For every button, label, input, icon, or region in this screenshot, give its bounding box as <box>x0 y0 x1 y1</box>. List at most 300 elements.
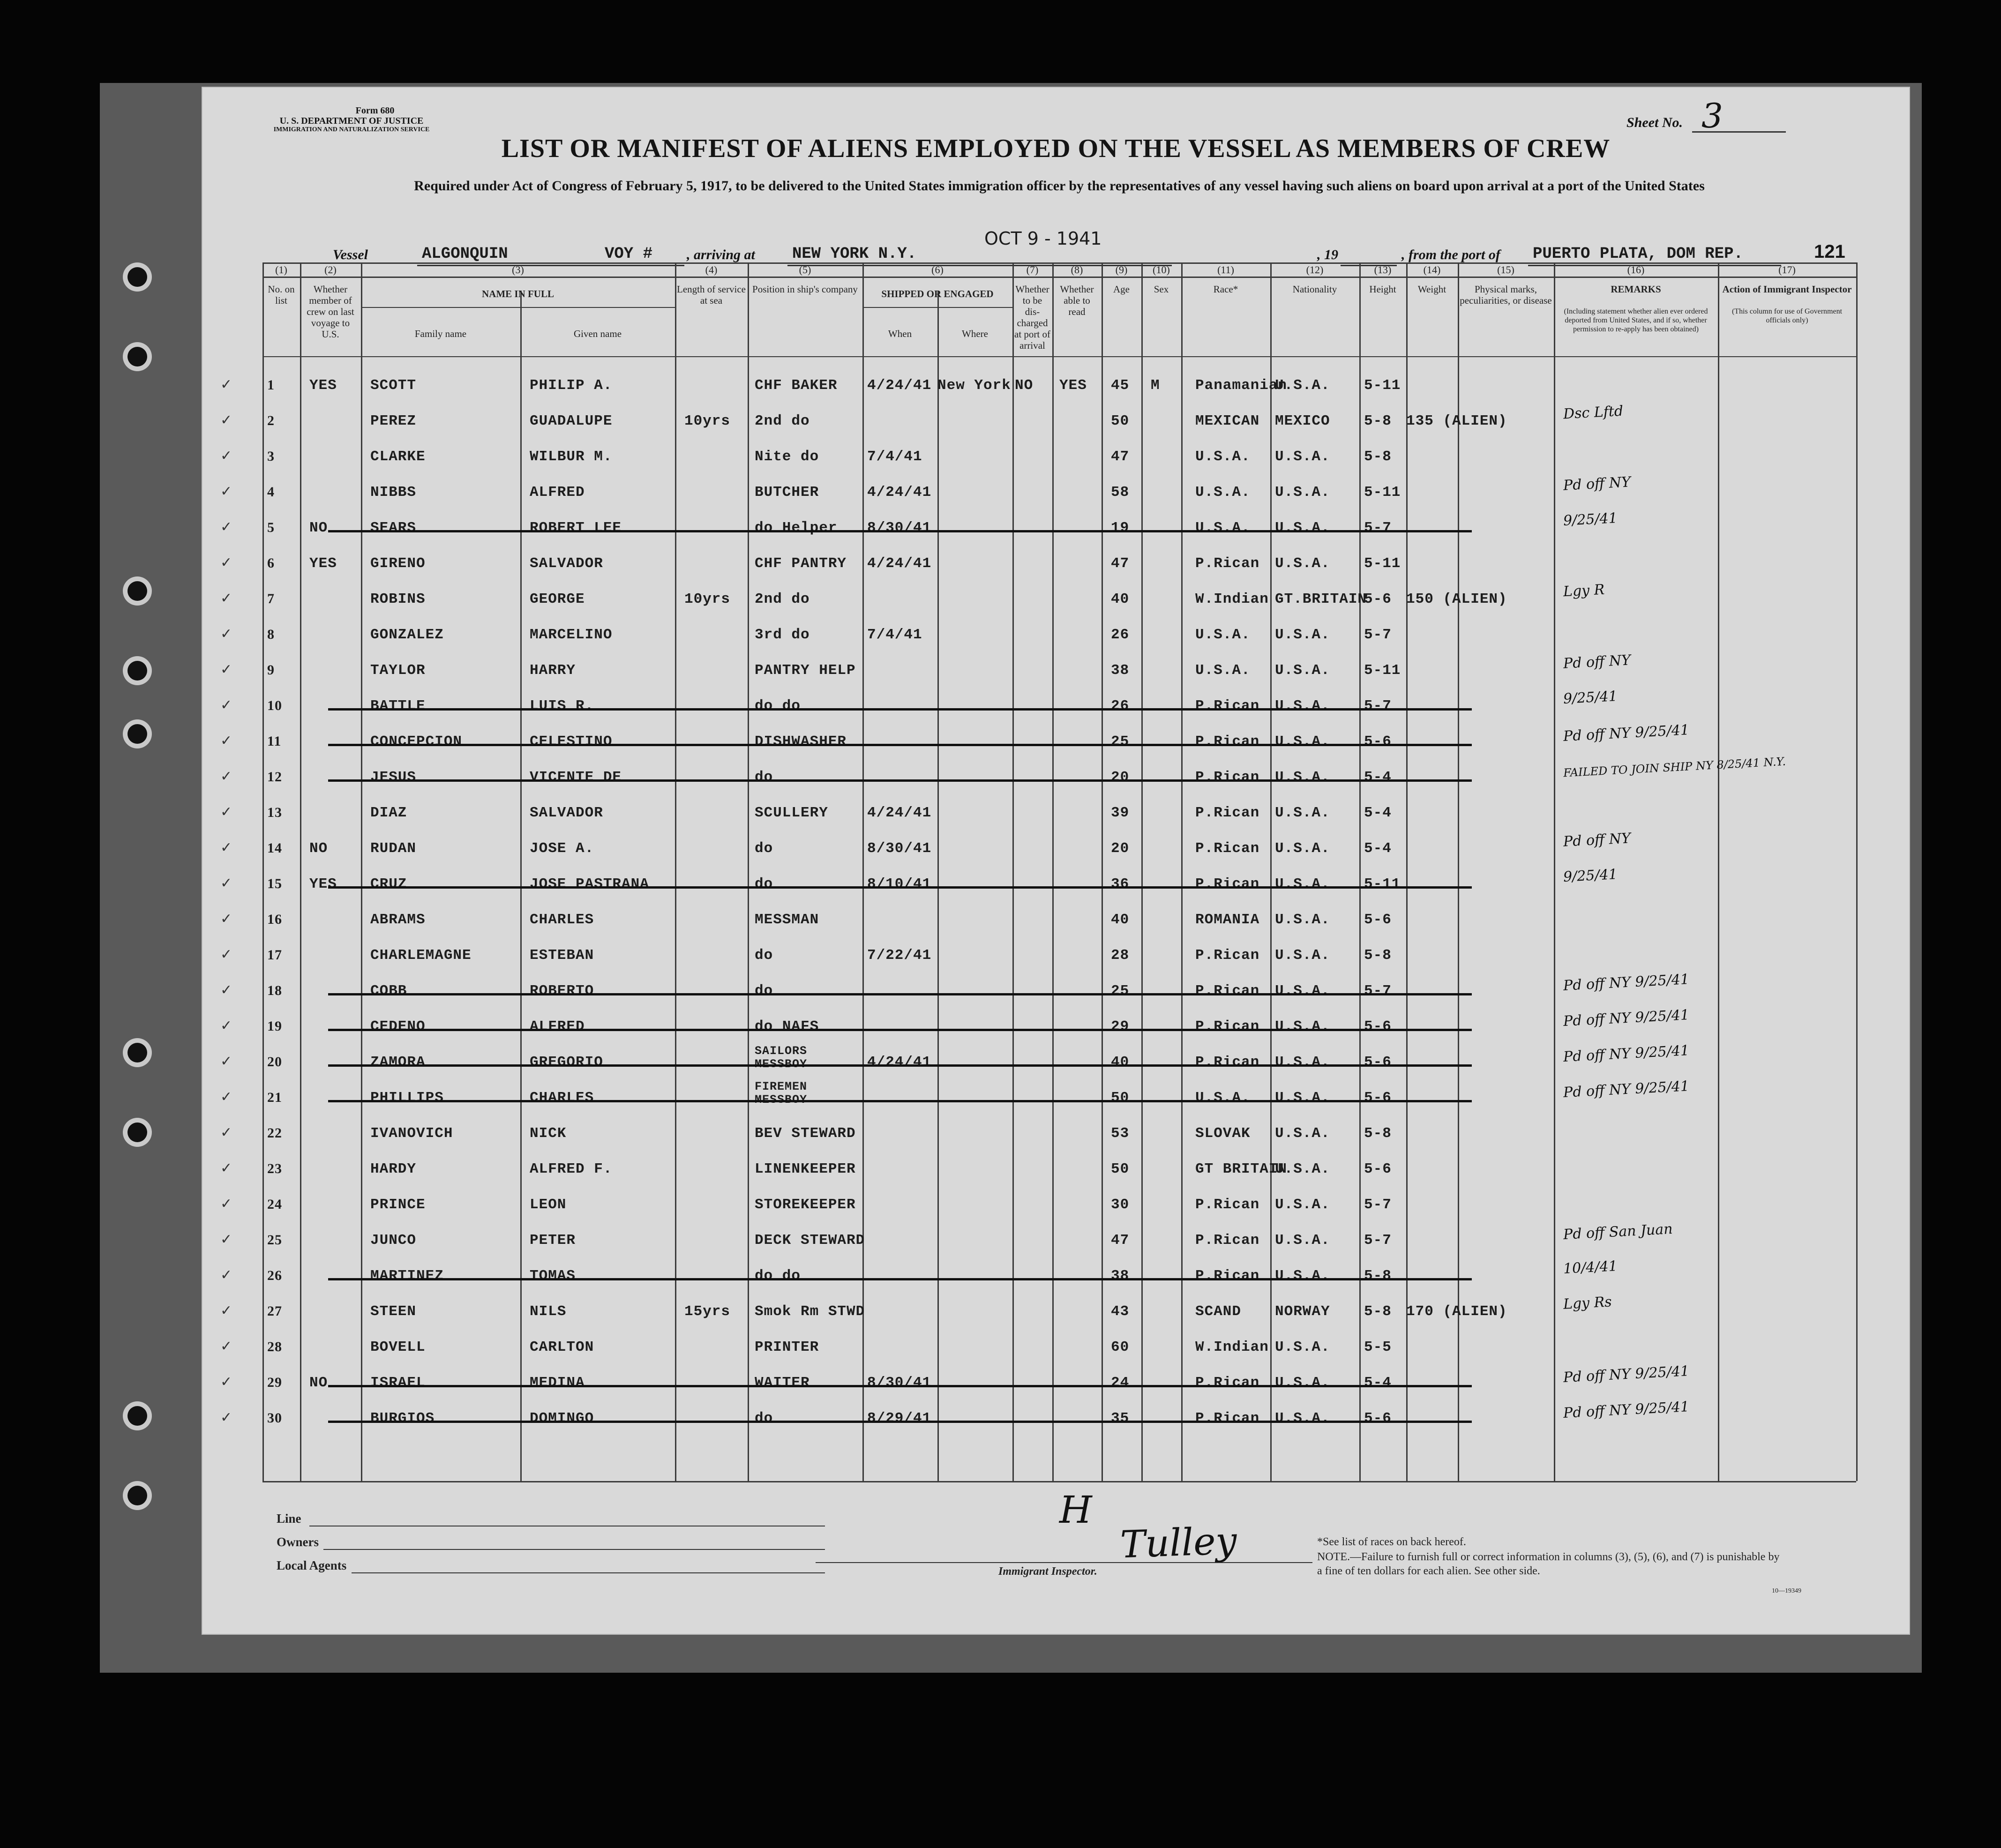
race: P.Rican <box>1195 555 1260 572</box>
position: DECK STEWARD <box>755 1232 865 1249</box>
family-name: PRINCE <box>370 1197 426 1213</box>
check-mark: ✓ <box>220 875 232 891</box>
column-header: Weight <box>1417 284 1446 295</box>
nationality: U.S.A. <box>1275 377 1330 394</box>
nationality: U.S.A. <box>1275 555 1330 572</box>
table-row <box>220 1116 1856 1152</box>
column-header: No. on list <box>268 284 295 306</box>
given-name: TOMAS <box>530 1268 576 1284</box>
remark: FAILED TO JOIN SHIP NY 8/25/41 N.Y. <box>1563 755 1786 780</box>
family-name: STEEN <box>370 1303 417 1320</box>
column-number: (11) <box>1217 264 1234 276</box>
column-header: Position in ship's company <box>752 284 858 295</box>
line-number: 5 <box>267 520 275 535</box>
table-row <box>220 1006 1856 1045</box>
sheet-number-underline <box>1692 131 1786 133</box>
owners-label: Owners <box>277 1535 319 1549</box>
crew-table <box>220 262 1856 1481</box>
position: Nite do <box>755 449 819 465</box>
given-name: JOSE PASTRANA <box>530 876 649 892</box>
age: 40 <box>1111 912 1130 928</box>
vessel-label: Vessel <box>333 247 368 262</box>
nationality: U.S.A. <box>1275 1197 1330 1213</box>
given-name: ALFRED <box>530 1018 585 1035</box>
race: P.Rican <box>1195 1197 1260 1213</box>
nationality: U.S.A. <box>1275 520 1330 536</box>
line-number: 30 <box>267 1410 282 1426</box>
check-mark: ✓ <box>220 555 232 570</box>
position: SCULLERY <box>755 805 828 821</box>
given-name: WILBUR M. <box>530 449 613 465</box>
department-name: U. S. DEPARTMENT OF JUSTICE <box>279 116 424 126</box>
line-number: 16 <box>267 912 282 927</box>
column-header: Whether member of crew on last voyage to U.S. <box>307 284 354 340</box>
inspector-initial: H <box>1059 1488 1092 1532</box>
family-name: BURGIOS <box>370 1410 435 1427</box>
punch-hole <box>127 724 147 744</box>
position: do NAFS <box>755 1018 819 1035</box>
position: do Helper <box>755 520 838 536</box>
height: 5-8 <box>1364 1268 1392 1284</box>
height: 5-4 <box>1364 840 1392 857</box>
given-name: GEORGE <box>530 591 585 607</box>
race: ROMANIA <box>1195 912 1260 928</box>
height: 5-6 <box>1364 1054 1392 1070</box>
position: DISHWASHER <box>755 733 847 750</box>
family-name: CRUZ <box>370 876 407 892</box>
position: do <box>755 947 773 964</box>
check-mark: ✓ <box>220 484 232 499</box>
height: 5-11 <box>1364 555 1401 572</box>
strike-through-line <box>328 708 1472 711</box>
table-row <box>220 795 1856 831</box>
line-label: Line <box>277 1511 301 1526</box>
position: Smok Rm STWD <box>755 1303 865 1320</box>
age: 47 <box>1111 555 1130 572</box>
nationality: U.S.A. <box>1275 876 1330 892</box>
family-name: CLARKE <box>370 449 426 465</box>
column-header: Whether to be dis-charged at port of arrival <box>1014 284 1050 351</box>
nationality: U.S.A. <box>1275 1268 1330 1284</box>
family-name: TAYLOR <box>370 662 426 679</box>
height: 5-7 <box>1364 1232 1392 1249</box>
nationality: U.S.A. <box>1275 947 1330 964</box>
race: W.Indian <box>1195 591 1269 607</box>
last-voyage: YES <box>309 876 337 892</box>
table-row <box>220 938 1856 973</box>
age: 47 <box>1111 449 1130 465</box>
check-mark: ✓ <box>220 1054 232 1069</box>
table-row <box>220 1077 1856 1116</box>
column-header: Physical marks, peculiarities, or disease <box>1460 284 1552 306</box>
age: 19 <box>1111 520 1130 536</box>
age: 39 <box>1111 805 1130 821</box>
nationality: U.S.A. <box>1275 805 1330 821</box>
check-mark: ✓ <box>220 591 232 606</box>
height: 5-7 <box>1364 627 1392 643</box>
given-name: PETER <box>530 1232 576 1249</box>
table-row <box>220 1220 1856 1258</box>
family-name: PHILLIPS <box>370 1090 444 1106</box>
nationality: U.S.A. <box>1275 1410 1330 1427</box>
nationality: U.S.A. <box>1275 1339 1330 1355</box>
check-mark: ✓ <box>220 1232 232 1247</box>
check-mark: ✓ <box>220 1267 232 1283</box>
strike-through-line <box>328 1385 1472 1387</box>
line-number: 27 <box>267 1303 282 1319</box>
age: 40 <box>1111 591 1130 607</box>
last-voyage: NO <box>309 520 328 536</box>
column-number: (10) <box>1153 264 1170 276</box>
race: P.Rican <box>1195 1268 1260 1284</box>
table-row <box>220 866 1856 902</box>
race: P.Rican <box>1195 876 1260 892</box>
family-name: SCOTT <box>370 377 417 394</box>
line-number: 19 <box>267 1018 282 1034</box>
given-name: DOMINGO <box>530 1410 594 1427</box>
table-row <box>220 688 1856 724</box>
column-subheader: Family name <box>414 328 467 339</box>
age: 30 <box>1111 1197 1130 1213</box>
shipped-when: 7/4/41 <box>867 449 922 465</box>
family-name: GIRENO <box>370 555 426 572</box>
height: 5-6 <box>1364 1161 1392 1177</box>
strike-through-line <box>328 1278 1472 1280</box>
given-name: ALFRED F. <box>530 1161 613 1177</box>
column-subheader: Given name <box>573 328 622 339</box>
column-header: Age <box>1113 284 1130 295</box>
given-name: JOSE A. <box>530 840 594 857</box>
nationality: U.S.A. <box>1275 1161 1330 1177</box>
year-label: , 19 <box>1317 247 1338 262</box>
shipped-when: 4/24/41 <box>867 805 932 821</box>
age: 50 <box>1111 1161 1130 1177</box>
check-mark: ✓ <box>220 840 232 855</box>
family-name: SEARS <box>370 520 417 536</box>
table-row <box>220 1257 1856 1294</box>
race: P.Rican <box>1195 1375 1260 1391</box>
remark: Pd off NY 9/25/41 <box>1563 971 1690 995</box>
line-number: 6 <box>267 555 275 571</box>
nationality: U.S.A. <box>1275 912 1330 928</box>
table-row <box>220 652 1856 688</box>
family-name: PEREZ <box>370 413 417 429</box>
table-row <box>220 474 1856 510</box>
discharged: NO <box>1015 377 1034 394</box>
remark: Lgy Rs <box>1563 1294 1612 1313</box>
age: 60 <box>1111 1339 1130 1355</box>
voyage-number: VOY # <box>605 245 653 263</box>
race: SCAND <box>1195 1303 1242 1320</box>
given-name: MARCELINO <box>530 627 613 643</box>
age: 47 <box>1111 1232 1130 1249</box>
check-mark: ✓ <box>220 1339 232 1354</box>
table-row <box>220 1152 1856 1187</box>
age: 20 <box>1111 769 1130 786</box>
family-name: IVANOVICH <box>370 1125 453 1142</box>
remark: Pd off NY 9/25/41 <box>1563 721 1690 745</box>
age: 38 <box>1111 1268 1130 1284</box>
nationality: U.S.A. <box>1275 1125 1330 1142</box>
line-number: 9 <box>267 662 275 678</box>
remark: Pd off NY <box>1563 474 1631 494</box>
shipped-when: 4/24/41 <box>867 555 932 572</box>
family-name: NIBBS <box>370 484 417 501</box>
able-to-read: YES <box>1059 377 1087 394</box>
position: do do <box>755 1268 801 1284</box>
race: P.Rican <box>1195 840 1260 857</box>
table-row <box>220 403 1856 439</box>
line-number: 7 <box>267 591 275 606</box>
race: P.Rican <box>1195 1054 1260 1070</box>
column-header: Nationality <box>1292 284 1337 295</box>
height: 5-4 <box>1364 769 1392 786</box>
line-number: 2 <box>267 413 275 428</box>
given-name: SALVADOR <box>530 555 603 572</box>
race: U.S.A. <box>1195 520 1251 536</box>
race: P.Rican <box>1195 769 1260 786</box>
race: P.Rican <box>1195 1018 1260 1035</box>
family-name: JESUS <box>370 769 417 786</box>
check-mark: ✓ <box>220 982 232 998</box>
age: 50 <box>1111 413 1130 429</box>
table-row <box>220 509 1856 546</box>
family-name: HARDY <box>370 1161 417 1177</box>
remark: Pd off NY <box>1563 830 1631 850</box>
given-name: LEON <box>530 1197 567 1213</box>
height: 5-8 <box>1364 947 1392 964</box>
check-mark: ✓ <box>220 626 232 642</box>
position: BEV STEWARD <box>755 1125 856 1142</box>
column-number: (8) <box>1071 264 1083 276</box>
column-subheader: When <box>888 328 912 339</box>
remark: Pd off NY 9/25/41 <box>1563 1077 1690 1101</box>
age: 50 <box>1111 1090 1130 1106</box>
age: 35 <box>1111 1410 1130 1427</box>
column-number: (14) <box>1423 264 1441 276</box>
age: 36 <box>1111 876 1130 892</box>
shipped-when: 8/29/41 <box>867 1410 932 1427</box>
given-name: GUADALUPE <box>530 413 613 429</box>
family-name: ISRAEL <box>370 1375 426 1391</box>
remark: Dsc Lftd <box>1563 403 1624 423</box>
manifest-subtitle: Required under Act of Congress of February 5, 1917, to be delivered to the United States immigration officer by the representatives of any vessel having such aliens on board upon arrival at a port of the United States <box>414 178 1705 194</box>
sex: M <box>1151 377 1160 394</box>
height: 5-11 <box>1364 876 1401 892</box>
nationality: NORWAY <box>1275 1303 1330 1320</box>
family-name: DIAZ <box>370 805 407 821</box>
nationality: U.S.A. <box>1275 1090 1330 1106</box>
race: P.Rican <box>1195 698 1260 714</box>
position: CHF BAKER <box>755 377 838 394</box>
given-name: MEDINA <box>530 1375 585 1391</box>
family-name: CEDENO <box>370 1018 426 1035</box>
given-name: ROBERTO <box>530 983 594 999</box>
line-number: 17 <box>267 947 282 963</box>
given-name: NICK <box>530 1125 567 1142</box>
manifest-title: LIST OR MANIFEST OF ALIENS EMPLOYED ON THE VESSEL AS MEMBERS OF CREW <box>501 134 1611 163</box>
check-mark: ✓ <box>220 412 232 428</box>
given-name: CHARLES <box>530 912 594 928</box>
strike-through-line <box>328 1100 1472 1102</box>
weight: 135 (ALIEN) <box>1406 413 1507 429</box>
column-header: NAME IN FULL <box>481 288 554 299</box>
remark: Pd off NY 9/25/41 <box>1563 1042 1690 1066</box>
column-header: SHIPPED OR ENGAGED <box>881 288 994 299</box>
position: do <box>755 840 773 857</box>
race: U.S.A. <box>1195 449 1251 465</box>
given-name: ROBERT LEE <box>530 520 622 536</box>
line-number: 26 <box>267 1268 282 1283</box>
height: 5-8 <box>1364 413 1392 429</box>
strike-through-line <box>328 886 1472 889</box>
form-number: Form 680 <box>355 105 395 116</box>
local-agents-label: Local Agents <box>277 1558 347 1572</box>
position: STOREKEEPER <box>755 1197 856 1213</box>
shipped-when: 7/22/41 <box>867 947 932 964</box>
length-of-service: 10yrs <box>684 413 731 429</box>
table-row <box>220 439 1856 475</box>
check-mark: ✓ <box>220 947 232 962</box>
shipped-when: 8/30/41 <box>867 1375 932 1391</box>
column-number: (5) <box>799 264 811 276</box>
length-of-service: 15yrs <box>684 1303 731 1320</box>
nationality: U.S.A. <box>1275 1232 1330 1249</box>
line-number: 15 <box>267 876 282 891</box>
height: 5-6 <box>1364 733 1392 750</box>
family-name: CONCEPCION <box>370 733 463 750</box>
punch-hole <box>127 1122 147 1142</box>
printing-code: 10—19349 <box>1772 1587 1801 1594</box>
column-number: (2) <box>324 264 337 276</box>
strike-through-line <box>328 779 1472 782</box>
shipped-where: New York <box>937 377 1011 394</box>
check-mark: ✓ <box>220 519 232 535</box>
punch-hole <box>127 661 147 681</box>
check-mark: ✓ <box>220 1018 232 1033</box>
remark: Lgy R <box>1563 581 1605 600</box>
age: 25 <box>1111 983 1130 999</box>
race: GT BRITAIN <box>1195 1161 1288 1177</box>
punch-hole <box>127 347 147 367</box>
strike-through-line <box>328 1029 1472 1031</box>
table-row <box>220 1042 1856 1080</box>
nationality: U.S.A. <box>1275 733 1330 750</box>
from-port: PUERTO PLATA, DOM REP. <box>1533 245 1743 263</box>
date-stamp: OCT 9 - 1941 <box>984 228 1102 249</box>
nationality: GT.BRITAIN <box>1275 591 1367 607</box>
strike-through-line <box>328 1064 1472 1067</box>
table-row <box>220 1294 1856 1330</box>
remark: 9/25/41 <box>1563 688 1618 708</box>
age: 38 <box>1111 662 1130 679</box>
remark: 9/25/41 <box>1563 509 1618 530</box>
strike-through-line <box>328 1421 1472 1423</box>
shipped-when: 4/24/41 <box>867 377 932 394</box>
race: U.S.A. <box>1195 484 1251 501</box>
given-name: HARRY <box>530 662 576 679</box>
height: 5-6 <box>1364 1410 1392 1427</box>
age: 40 <box>1111 1054 1130 1070</box>
column-number: (12) <box>1306 264 1324 276</box>
column-header: Length of service at sea <box>677 284 746 306</box>
nationality: U.S.A. <box>1275 662 1330 679</box>
column-number: (9) <box>1115 264 1128 276</box>
height: 5-7 <box>1364 698 1392 714</box>
position: 3rd do <box>755 627 810 643</box>
family-name: ABRAMS <box>370 912 426 928</box>
height: 5-5 <box>1364 1339 1392 1355</box>
line-number: 23 <box>267 1161 282 1176</box>
height: 5-6 <box>1364 912 1392 928</box>
height: 5-7 <box>1364 1197 1392 1213</box>
table-row <box>220 617 1856 653</box>
line-number: 21 <box>267 1090 282 1105</box>
height: 5-8 <box>1364 1303 1392 1320</box>
position: do do <box>755 698 801 714</box>
race: P.Rican <box>1195 1232 1260 1249</box>
line-number: 1 <box>267 377 275 393</box>
age: 26 <box>1111 627 1130 643</box>
race: U.S.A. <box>1195 627 1251 643</box>
nationality: U.S.A. <box>1275 983 1330 999</box>
column-number: (7) <box>1026 264 1039 276</box>
fine-note: NOTE.—Failure to furnish full or correct information in columns (3), (5), (6), and (7) is punishable by a fine of ten dollars for each alien. See other side. <box>1317 1551 1780 1577</box>
height: 5-11 <box>1364 377 1401 394</box>
remark: Pd off NY 9/25/41 <box>1563 1006 1690 1030</box>
sheet-number: 3 <box>1701 96 1723 135</box>
height: 5-8 <box>1364 1125 1392 1142</box>
given-name: GREGORIO <box>530 1054 603 1070</box>
line-number: 25 <box>267 1232 282 1248</box>
table-row <box>220 1187 1856 1223</box>
family-name: GONZALEZ <box>370 627 444 643</box>
position: BUTCHER <box>755 484 819 501</box>
check-mark: ✓ <box>220 1374 232 1390</box>
inspector-signature: Tulley <box>1119 1519 1238 1567</box>
table-row <box>220 368 1856 404</box>
family-name: BOVELL <box>370 1339 426 1355</box>
check-mark: ✓ <box>220 1160 232 1176</box>
shipped-when: 4/24/41 <box>867 1054 932 1070</box>
position: 2nd do <box>755 413 810 429</box>
given-name: NILS <box>530 1303 567 1320</box>
given-name: LUIS R. <box>530 698 594 714</box>
line-number: 11 <box>267 733 282 749</box>
check-mark: ✓ <box>220 1089 232 1105</box>
nationality: U.S.A. <box>1275 449 1330 465</box>
age: 26 <box>1111 698 1130 714</box>
race: P.Rican <box>1195 1410 1260 1427</box>
position: WAITER <box>755 1375 810 1391</box>
from-label: , from the port of <box>1401 247 1500 262</box>
given-name: ESTEBAN <box>530 947 594 964</box>
given-name: ALFRED <box>530 484 585 501</box>
age: 45 <box>1111 377 1130 394</box>
position: do <box>755 769 773 786</box>
check-mark: ✓ <box>220 769 232 784</box>
position: do <box>755 983 773 999</box>
age: 43 <box>1111 1303 1130 1320</box>
check-mark: ✓ <box>220 1303 232 1318</box>
length-of-service: 10yrs <box>684 591 731 607</box>
strike-through-line <box>328 530 1472 532</box>
column-header: Height <box>1369 284 1396 295</box>
nationality: U.S.A. <box>1275 769 1330 786</box>
position: PANTRY HELP <box>755 662 856 679</box>
column-number: (15) <box>1497 264 1514 276</box>
check-mark: ✓ <box>220 377 232 392</box>
